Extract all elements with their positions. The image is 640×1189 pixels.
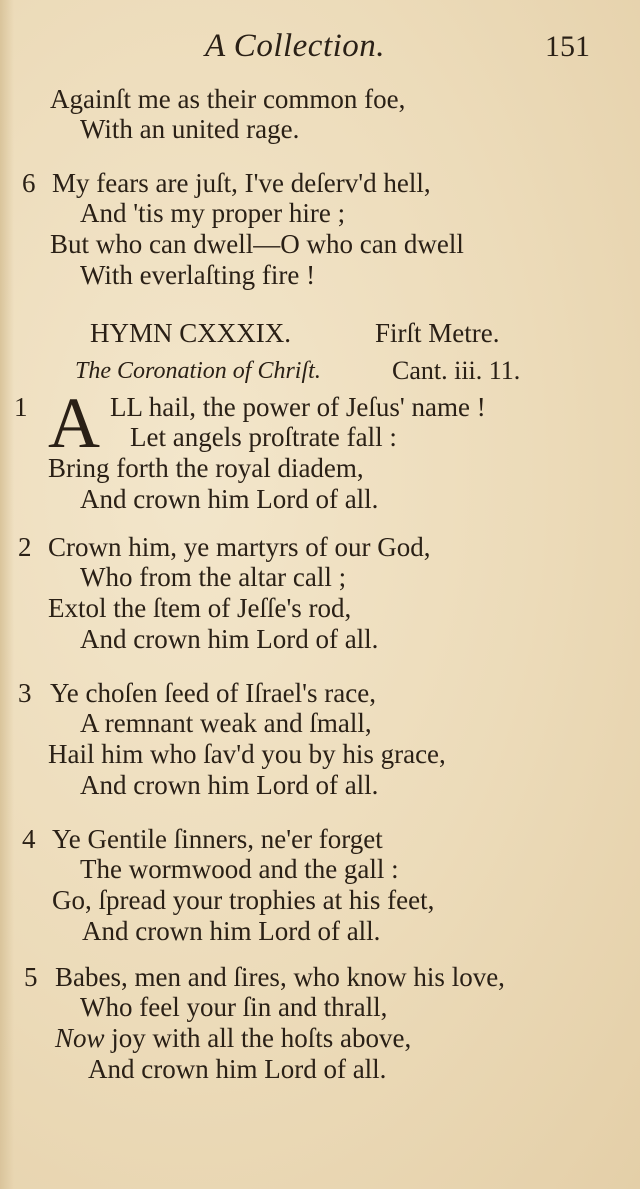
verse-line: Who feel your ſin and thrall, xyxy=(80,992,388,1022)
hymn-title: HYMN CXXXIX. xyxy=(90,318,291,348)
verse-line-rest: joy with all the hoſts above, xyxy=(111,1023,412,1053)
verse-line: My fears are juſt, I've deſerv'd hell, xyxy=(52,168,431,198)
scripture-reference: Cant. iii. 11. xyxy=(392,356,521,385)
verse-line: Go, ſpread your trophies at his feet, xyxy=(52,885,435,915)
verse-line: With everlaſting fire ! xyxy=(80,260,316,290)
verse-number: 4 xyxy=(22,824,36,854)
verse-line: And crown him Lord of all. xyxy=(80,624,379,654)
verse-line: Babes, men and ſires, who know his love, xyxy=(55,962,505,992)
verse-line: And crown him Lord of all. xyxy=(82,916,381,946)
verse-line: And crown him Lord of all. xyxy=(80,770,379,800)
verse-line xyxy=(55,1023,411,1053)
verse-line: The wormwood and the gall : xyxy=(80,854,399,884)
verse-line: And 'tis my proper hire ; xyxy=(80,198,346,228)
hymn-metre: Firſt Metre. xyxy=(375,318,500,348)
verse-line: A remnant weak and ſmall, xyxy=(80,708,372,738)
running-head: A Collection. xyxy=(205,28,386,64)
verse-number: 1 xyxy=(14,392,28,422)
verse-line: And crown him Lord of all. xyxy=(88,1054,387,1084)
verse-number: 2 xyxy=(18,532,32,562)
verse-line: Ye choſen ſeed of Iſrael's race, xyxy=(50,678,376,708)
italic-word-now: Now xyxy=(55,1023,105,1053)
verse-line: Ye Gentile ſinners, ne'er forget xyxy=(52,824,383,854)
verse-line: With an united rage. xyxy=(80,114,300,144)
verse-line: And crown him Lord of all. xyxy=(80,484,379,514)
verse-number: 3 xyxy=(18,678,32,708)
page-header xyxy=(0,28,640,68)
verse-line: Crown him, ye martyrs of our God, xyxy=(48,532,431,562)
verse-number: 6 xyxy=(22,168,36,198)
verse-line: Who from the altar call ; xyxy=(80,562,347,592)
verse-line: Bring forth the royal diadem, xyxy=(48,453,364,483)
verse-line: Extol the ſtem of Jeſſe's rod, xyxy=(48,593,352,623)
verse-line: LL hail, the power of Jeſus' name ! xyxy=(110,392,486,422)
drop-cap: A xyxy=(48,383,100,463)
page-edge-shadow xyxy=(0,0,14,1189)
verse-line: But who can dwell—O who can dwell xyxy=(50,229,464,259)
verse-line: Let angels proſtrate fall : xyxy=(130,422,397,452)
verse-line: Againſt me as their common foe, xyxy=(50,84,406,114)
verse-number: 5 xyxy=(24,962,38,992)
page-number: 151 xyxy=(545,30,590,63)
verse-line: Hail him who ſav'd you by his grace, xyxy=(48,739,446,769)
hymn-subtitle: The Coronation of Chriſt. xyxy=(75,358,321,384)
